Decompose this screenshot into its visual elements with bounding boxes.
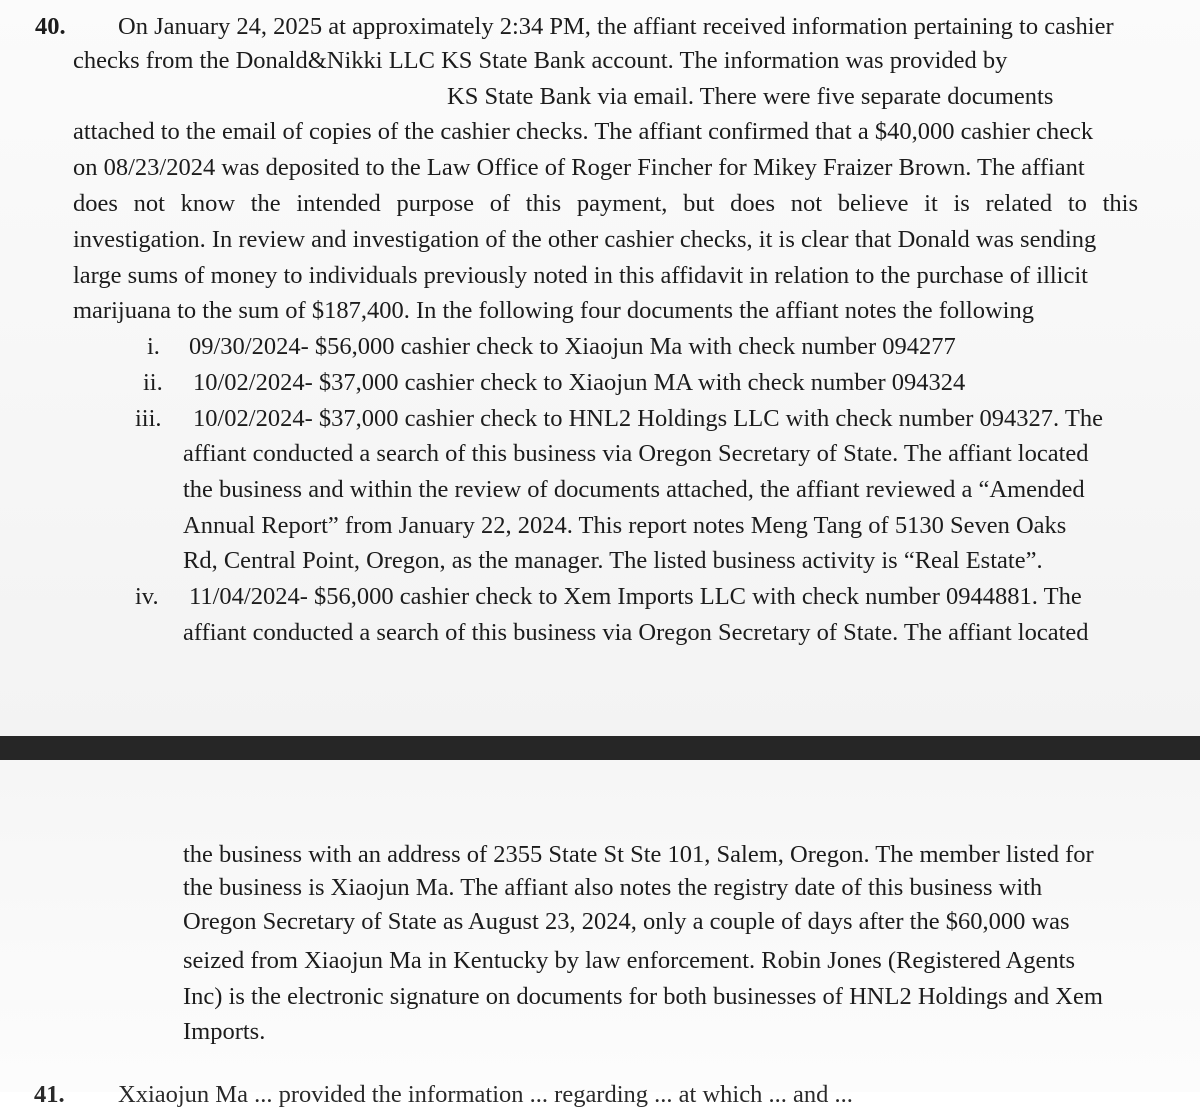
next-paragraph-text: Xxiaojun Ma ... provided the information ... regarding ... at which ... and ... [118,1081,853,1108]
list-item-line: affiant conducted a search of this business via Oregon Secretary of State. The affiant located [183,440,1089,467]
list-numeral: ii. [143,369,163,396]
page-break-divider [0,736,1200,760]
paragraph-line: large sums of money to individuals previously noted in this affidavit in relation to the purchase of illicit [73,262,1088,289]
continuation-line: the business with an address of 2355 State St Ste 101, Salem, Oregon. The member listed for [183,841,1094,868]
next-paragraph-cutoff [28,1080,1168,1108]
document-page-bottom [0,760,1200,1092]
paragraph-line: On January 24, 2025 at approximately 2:34 PM, the affiant received information pertaining to cashier [118,13,1114,40]
list-item-line: 09/30/2024- $56,000 cashier check to Xiaojun Ma with check number 094277 [189,333,956,360]
continuation-line: the business is Xiaojun Ma. The affiant also notes the registry date of this business with [183,874,1043,901]
paragraph-line: on 08/23/2024 was deposited to the Law Office of Roger Fincher for Mikey Fraizer Brown. The affiant [73,154,1085,181]
list-numeral: i. [147,333,160,360]
list-item-line: Rd, Central Point, Oregon, as the manager. The listed business activity is “Real Estate”. [183,547,1043,574]
continuation-line: Inc) is the electronic signature on documents for both businesses of HNL2 Holdings and Xem [183,983,1103,1010]
list-item-line: 10/02/2024- $37,000 cashier check to HNL2 Holdings LLC with check number 094327. The [193,405,1103,432]
list-item-line: Annual Report” from January 22, 2024. This report notes Meng Tang of 5130 Seven Oaks [183,512,1067,539]
paragraph-number: 40. [35,13,66,40]
list-item-line: the business and within the review of documents attached, the affiant reviewed a “Amended [183,476,1085,503]
continuation-line: Imports. [183,1018,266,1045]
continuation-line: seized from Xiaojun Ma in Kentucky by law enforcement. Robin Jones (Registered Agents [183,947,1075,974]
paragraph-line: marijuana to the sum of $187,400. In the following four documents the affiant notes the following [73,297,1034,324]
list-item-line: 11/04/2024- $56,000 cashier check to Xem Imports LLC with check number 0944881. The [189,583,1082,610]
list-numeral: iii. [135,405,162,432]
list-item-line: 10/02/2024- $37,000 cashier check to Xiaojun MA with check number 094324 [193,369,966,396]
paragraph-line: attached to the email of copies of the cashier checks. The affiant confirmed that a $40,000 cashier check [73,118,1094,145]
list-numeral: iv. [135,583,159,610]
continuation-line: Oregon Secretary of State as August 23, 2024, only a couple of days after the $60,000 was [183,908,1070,935]
paragraph-line: does not know the intended purpose of this payment, but does not believe it is related to this [73,190,1138,217]
paragraph-line: checks from the Donald&Nikki LLC KS State Bank account. The information was provided by [73,47,1008,74]
list-item-line: affiant conducted a search of this business via Oregon Secretary of State. The affiant located [183,619,1089,646]
next-paragraph-number: 41. [34,1081,65,1108]
paragraph-line: investigation. In review and investigation of the other cashier checks, it is clear that Donald was sending [73,226,1097,253]
paragraph-line: KS State Bank via email. There were five separate documents [447,83,1054,110]
